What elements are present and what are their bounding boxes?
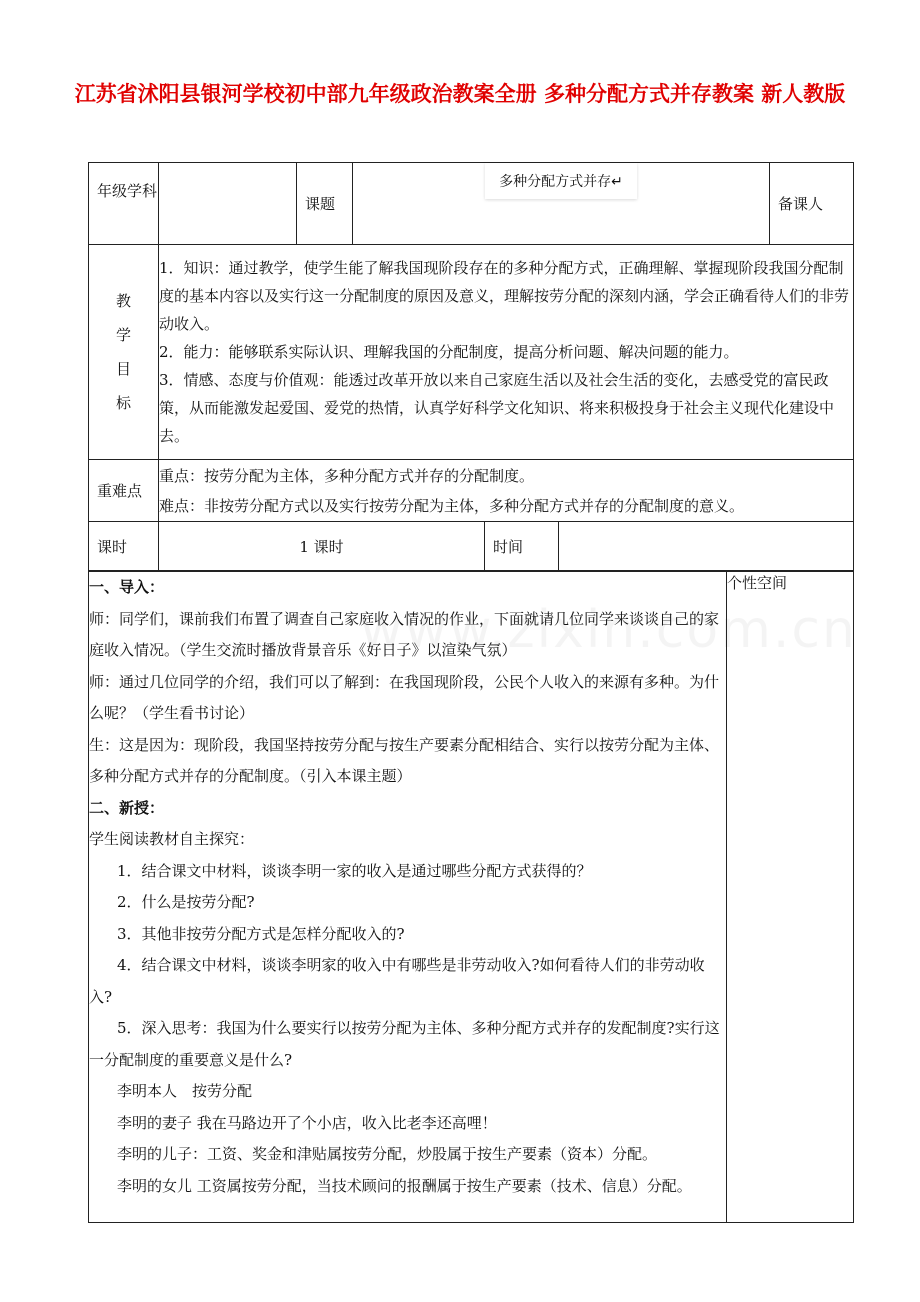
difficulty-label: 重难点 bbox=[89, 460, 159, 522]
question-5: 5．深入思考：我国为什么要实行以按劳分配为主体、多种分配方式并存的发配制度?实行这一分配制度的重要意义是什么? bbox=[89, 1019, 720, 1069]
topic-value: 多种分配方式并存↵ bbox=[485, 163, 637, 199]
difficulty-content bbox=[159, 460, 854, 522]
time-label: 时间 bbox=[485, 522, 559, 571]
grade-subject-label-cell bbox=[89, 163, 159, 245]
lesson-info-table bbox=[88, 162, 854, 571]
topic-label: 课题 bbox=[297, 163, 353, 245]
key-point: 重点：按劳分配为主体，多种分配方式并存的分配制度。 bbox=[159, 466, 535, 485]
document-title: 江苏省沭阳县银河学校初中部九年级政治教案全册 多种分配方式并存教案 新人教版 bbox=[74, 82, 846, 106]
goal-emotion: 3．情感、态度与价值观：能透过改革开放以来自己家庭生活以及社会生活的变化，去感受党的富民政策，从而能激发起爱国、爱党的热情，认真学好科学文化知识、将来积极投身于社会主义现代化建设中去。 bbox=[159, 371, 835, 445]
question-4: 4．结合课文中材料，谈谈李明家的收入中有哪些是非劳动收入?如何看待人们的非劳动收入? bbox=[89, 956, 705, 1006]
teaching-goals-label bbox=[89, 245, 159, 460]
self-study-intro: 学生阅读教材自主探究： bbox=[89, 830, 255, 848]
topic-value-cell bbox=[353, 163, 770, 245]
section-new-heading: 二、新授： bbox=[89, 798, 165, 817]
lesson-process-content bbox=[89, 572, 727, 1223]
intro-teacher-1: 师：同学们，课前我们布置了调查自己家庭收入情况的作业，下面就请几位同学来谈谈自己的家庭收入情况。（学生交流时播放背景音乐《好日子》以渲染气氛） bbox=[89, 609, 720, 659]
grade-subject-label: 年级学科 bbox=[97, 182, 158, 200]
teaching-goals-content bbox=[159, 245, 854, 460]
class-hours-value: 1 课时 bbox=[159, 522, 485, 571]
family-member-2: 李明的妻子 我在马路边开了个小店，收入比老李还高哩！ bbox=[117, 1113, 497, 1132]
preparer-label: 备课人 bbox=[770, 163, 854, 245]
goal-ability: 2．能力：能够联系实际认识、理解我国的分配制度，提高分析问题、解决问题的能力。 bbox=[159, 343, 739, 361]
intro-teacher-2: 师：通过几位同学的介绍，我们可以了解到：在我国现阶段，公民个人收入的来源有多种。为什么呢？（学生看书讨论） bbox=[89, 672, 720, 722]
intro-student: 生：这是因为：现阶段，我国坚持按劳分配与按生产要素分配相结合、实行以按劳分配为主体、多种分配方式并存的分配制度。（引入本课主题） bbox=[89, 735, 720, 785]
grade-subject-value bbox=[159, 163, 297, 245]
class-hours-label: 课时 bbox=[89, 522, 159, 571]
personal-space-cell bbox=[727, 572, 854, 1223]
goal-label-char: 标 bbox=[115, 394, 131, 412]
personal-space-label: 个性空间 bbox=[727, 574, 788, 592]
lesson-process-table bbox=[88, 571, 854, 1223]
hard-point: 难点：非按劳分配方式以及实行按劳分配为主体，多种分配方式并存的分配制度的意义。 bbox=[159, 496, 745, 515]
time-value bbox=[559, 522, 854, 571]
family-member-4: 李明的女儿 工资属按劳分配，当技术顾问的报酬属于按生产要素（技术、信息）分配。 bbox=[117, 1176, 692, 1195]
question-1: 1．结合课文中材料，谈谈李明一家的收入是通过哪些分配方式获得的？ bbox=[117, 861, 592, 880]
question-3: 3．其他非按劳分配方式是怎样分配收入的? bbox=[117, 924, 405, 943]
question-2: 2．什么是按劳分配? bbox=[117, 893, 255, 911]
family-member-1: 李明本人 按劳分配 bbox=[117, 1082, 253, 1100]
family-member-3: 李明的儿子：工资、奖金和津贴属按劳分配，炒股属于按生产要素（资本）分配。 bbox=[117, 1145, 658, 1163]
goal-label-char: 学 bbox=[115, 326, 131, 344]
section-intro-heading: 一、导入： bbox=[89, 578, 165, 596]
goal-knowledge: 1．知识：通过教学，使学生能了解我国现阶段存在的多种分配方式，正确理解、掌握现阶段我国分配制度的基本内容以及实行这一分配制度的原因及意义，理解按劳分配的深刻内涵，学会正确看待人们的非劳动收入。 bbox=[159, 259, 850, 333]
goal-label-char: 教 bbox=[115, 292, 131, 310]
goal-label-char: 目 bbox=[115, 360, 131, 378]
